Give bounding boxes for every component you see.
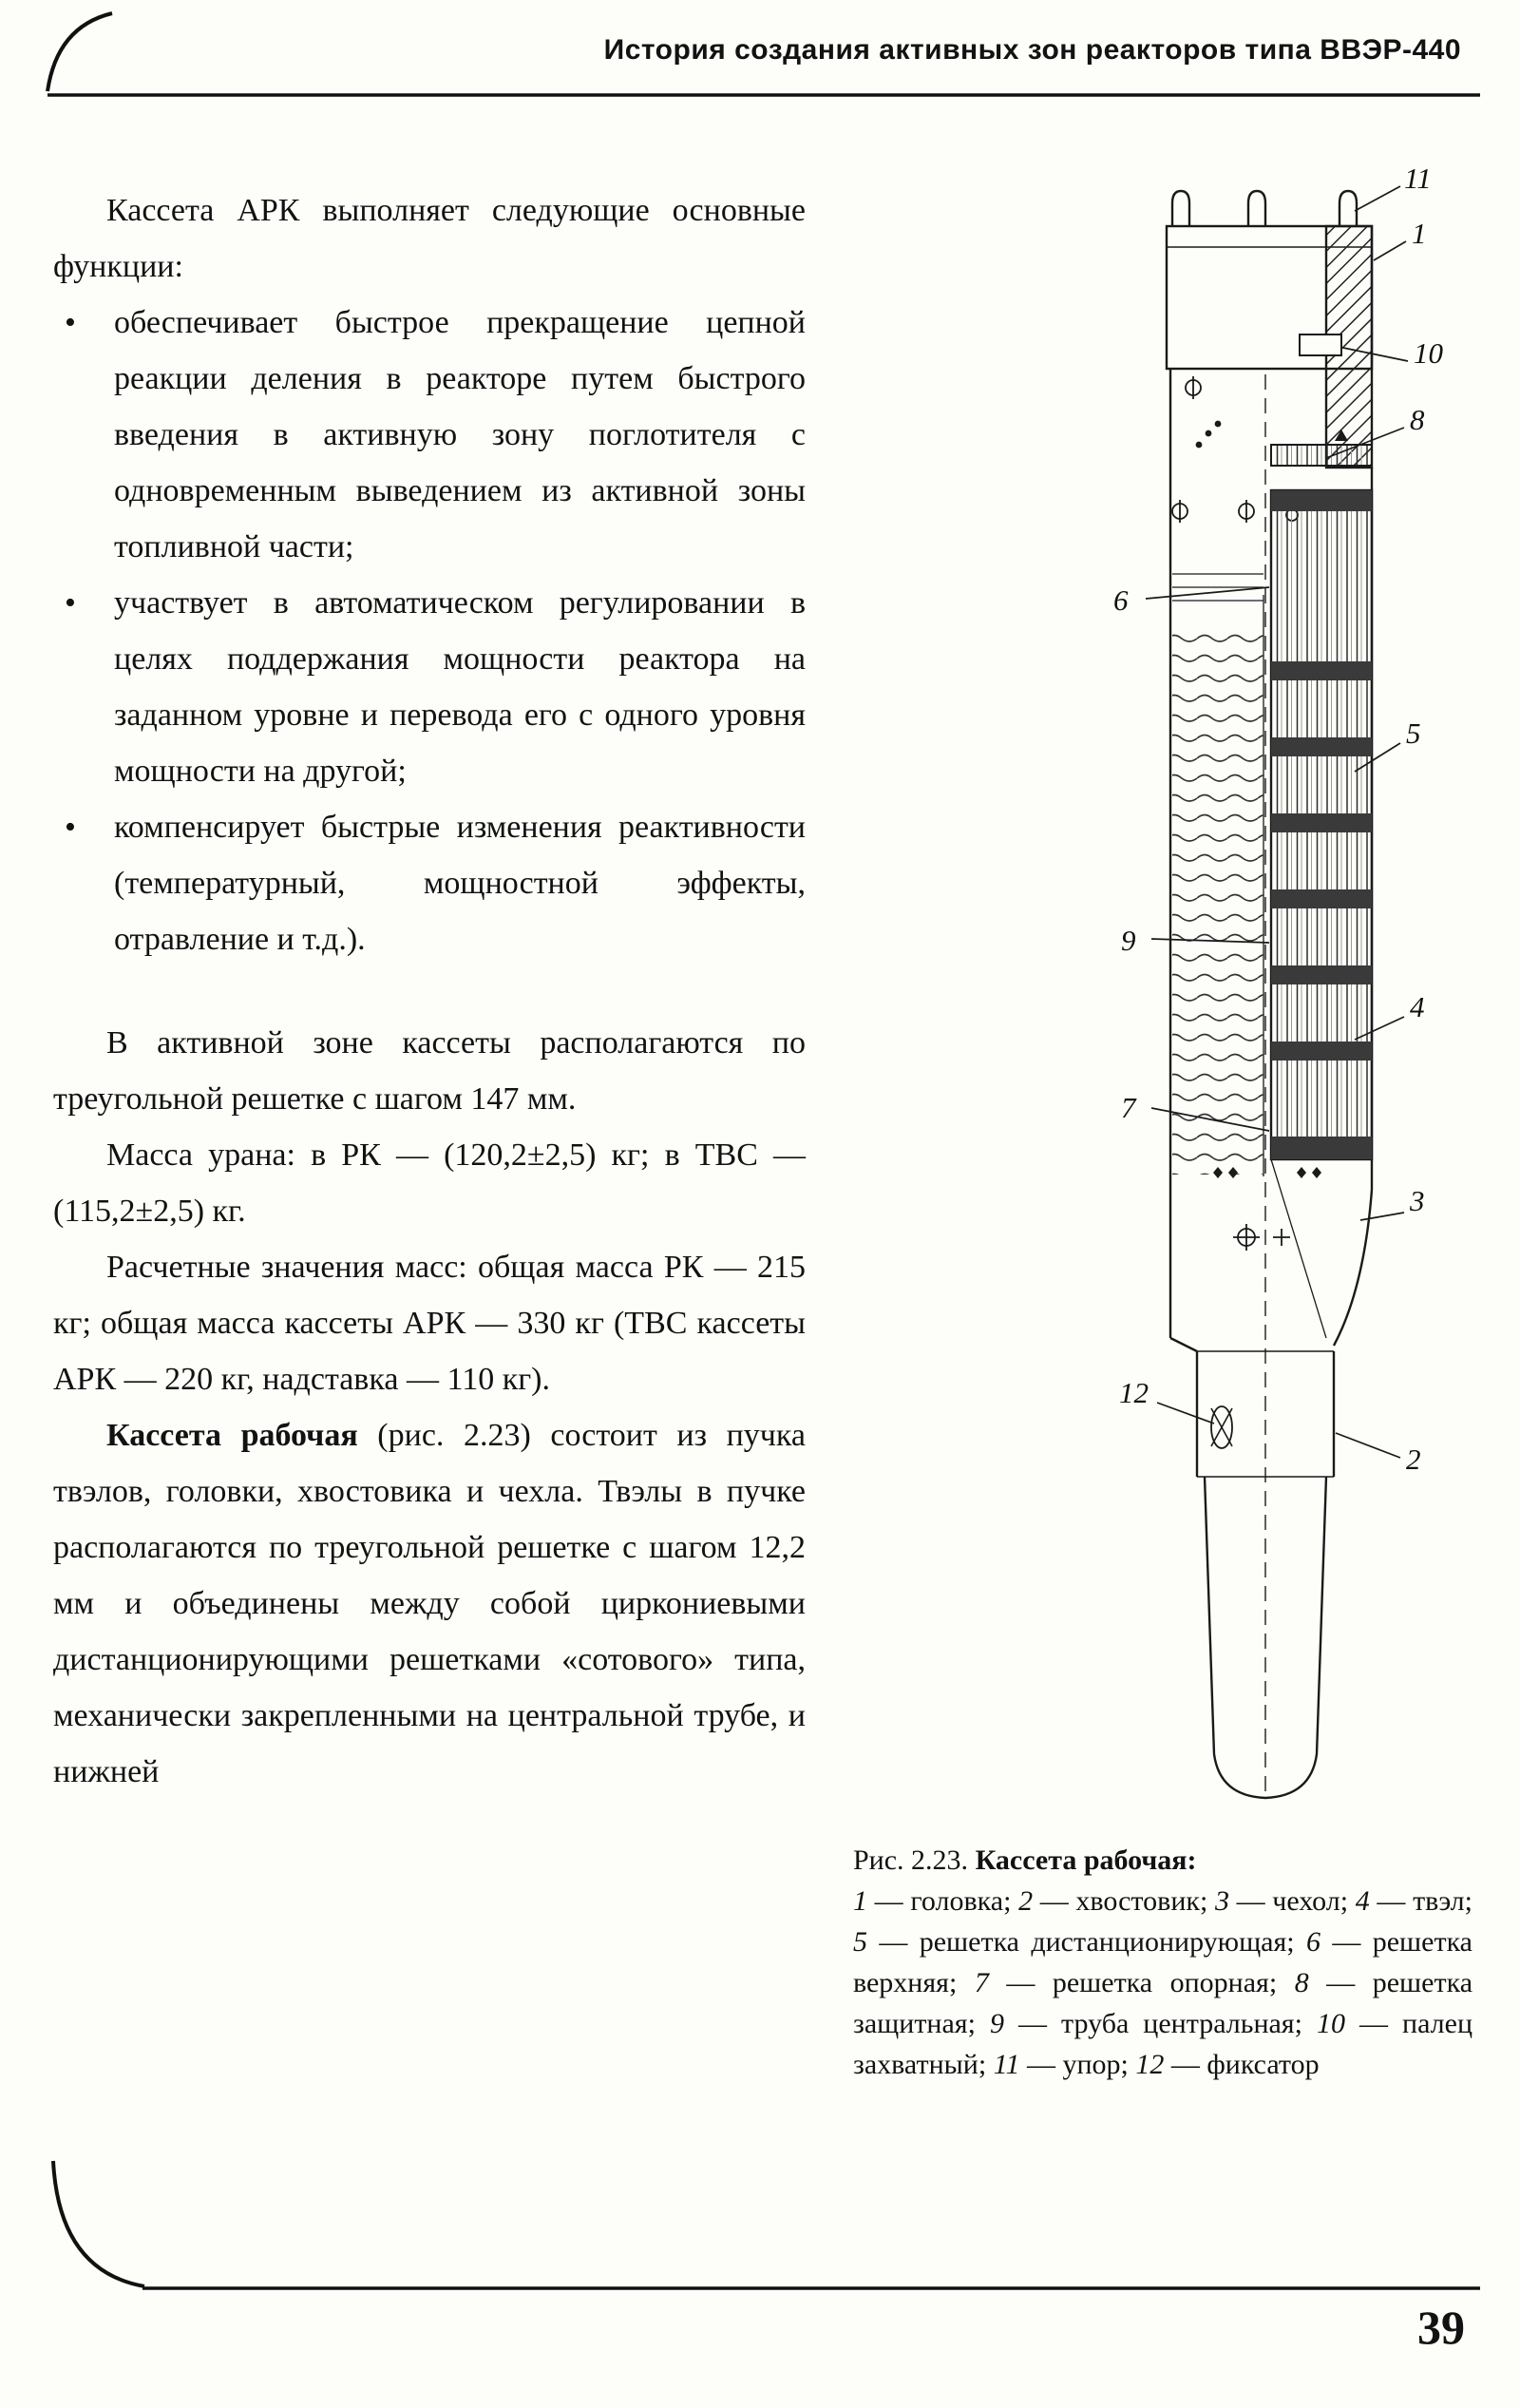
caption-item-text: — головка; (867, 1885, 1019, 1917)
caption-item-number: 2 (1018, 1885, 1034, 1917)
caption-item-text: — упор; (1019, 2049, 1136, 2080)
bullet-icon: • (65, 810, 76, 845)
figure-caption (853, 1840, 1472, 2085)
caption-item (1018, 1885, 1215, 1917)
callout-9: 9 (1121, 924, 1136, 957)
list-item (53, 575, 806, 799)
fixator (1211, 1406, 1232, 1448)
callout-1: 1 (1412, 217, 1427, 250)
callout-8: 8 (1410, 403, 1425, 436)
caption-item (975, 1967, 1295, 1998)
caption-item-text: — решетка верхняя; (853, 1926, 1473, 1998)
caption-item-number: 4 (1355, 1885, 1370, 1917)
callout-3: 3 (1410, 1184, 1425, 1217)
caption-item-text: — твэл; (1369, 1885, 1472, 1917)
stop-lug (1172, 191, 1357, 226)
bullet-list (53, 295, 806, 967)
caption-item-text: — фиксатор (1164, 2049, 1320, 2080)
caption-item-number: 6 (1306, 1926, 1320, 1958)
shroud-wall-shading (1172, 574, 1264, 1175)
page-number: 39 (1417, 2301, 1465, 2354)
assembly-outline (1167, 191, 1372, 1798)
caption-item (1135, 2049, 1319, 2080)
callout-5: 5 (1406, 717, 1421, 750)
paragraph-spacer (53, 967, 806, 1015)
bullet-icon: • (65, 305, 76, 340)
callout-7: 7 (1121, 1091, 1136, 1124)
caption-item-number: 11 (993, 2049, 1020, 2080)
paragraph: Расчетные значения масс: общая масса РК — 215 кг; общая масса кассеты АРК — 330 кг (ТВС кассеты АРК — 220 кг, надставка — 110 кг). (53, 1250, 806, 1397)
bullet-text: участвует в автоматическом регулировании в целях поддержания мощности реактора на заданном уровне и перевода его с одного уровня мощности на другой; (114, 585, 806, 789)
caption-item-number: 10 (1316, 2008, 1345, 2039)
callout-11: 11 (1404, 162, 1432, 195)
caption-item-number: 9 (989, 2008, 1004, 2039)
caption-item (994, 2049, 1136, 2080)
caption-item-text: — палец захватный; (853, 2008, 1472, 2080)
bullet-text: обеспечивает быстрое прекращение цепной реакции деления в реакторе путем быстрого введения в активную зону поглотителя с одновременным выведением из активной зоны топливной части; (114, 305, 806, 564)
caption-item-text: — решетка дистанционирующая; (867, 1926, 1306, 1958)
caption-item-number: 12 (1135, 2049, 1165, 2080)
caption-item (1356, 1885, 1472, 1917)
caption-item-number: 7 (974, 1967, 989, 1998)
fuel-assembly-diagram (1106, 148, 1476, 1821)
paragraph-text: (рис. 2.23) состоит из пучка твэлов, головки, хвостовика и чехла. Твэлы в пучке располагаются по треугольной решетке с шагом 12,2 мм и объединены между собой циркониевыми дистанционирующими решетками «сотового» типа, механически закрепленными на центральной трубе, и нижней (53, 1418, 806, 1789)
callout-4: 4 (1410, 990, 1425, 1023)
caption-item (1215, 1885, 1356, 1917)
caption-item-text: — труба центральная; (1003, 2008, 1317, 2039)
caption-item-number: 8 (1294, 1967, 1309, 1998)
caption-legend (853, 1881, 1472, 2085)
bottom-rule (0, 2146, 1520, 2317)
paragraph-bold-lead: Кассета рабочая (106, 1418, 358, 1453)
fuel-rod-bundle (1271, 490, 1372, 1159)
list-item (53, 295, 806, 575)
caption-item-text: — решетка опорная; (988, 1967, 1295, 1998)
caption-item-number: 1 (853, 1885, 867, 1917)
protective-grid (1271, 445, 1372, 466)
caption-label: Рис. 2.23. (853, 1844, 976, 1876)
caption-item (853, 1926, 1306, 1958)
page-header-title: История создания активных зон реакторов типа ВВЭР-440 (603, 34, 1461, 66)
caption-title: Кассета рабочая: (975, 1844, 1197, 1876)
callout-10: 10 (1414, 336, 1443, 370)
callout-6: 6 (1113, 583, 1129, 617)
bullet-text: компенсирует быстрые изменения реактивности (температурный, мощностной эффекты, отравление и т.д.). (114, 810, 806, 957)
caption-heading (853, 1840, 1472, 1881)
grab-finger (1300, 334, 1341, 355)
caption-item (853, 1885, 1018, 1917)
bullet-icon: • (65, 585, 76, 621)
callout-12: 12 (1119, 1376, 1149, 1409)
body-text-column (53, 182, 806, 1800)
intro-paragraph: Кассета АРК выполняет следующие основные функции: (53, 193, 806, 284)
caption-item-text: — хвостовик; (1033, 1885, 1215, 1917)
caption-item-number: 3 (1214, 1885, 1229, 1917)
callout-2: 2 (1406, 1443, 1421, 1476)
paragraph: В активной зоне кассеты располагаются по треугольной решетке с шагом 147 мм. (53, 1025, 806, 1117)
list-item (53, 799, 806, 967)
caption-item-number: 5 (853, 1926, 867, 1958)
caption-item (990, 2008, 1317, 2039)
paragraph: Масса урана: в РК — (120,2±2,5) кг; в ТВС — (115,2±2,5) кг. (53, 1137, 806, 1229)
tail-transition (1170, 1159, 1372, 1351)
caption-item-text: — чехол; (1228, 1885, 1356, 1917)
paragraph (53, 1407, 806, 1800)
caption-item-text: — решетка защитная; (853, 1967, 1473, 2039)
